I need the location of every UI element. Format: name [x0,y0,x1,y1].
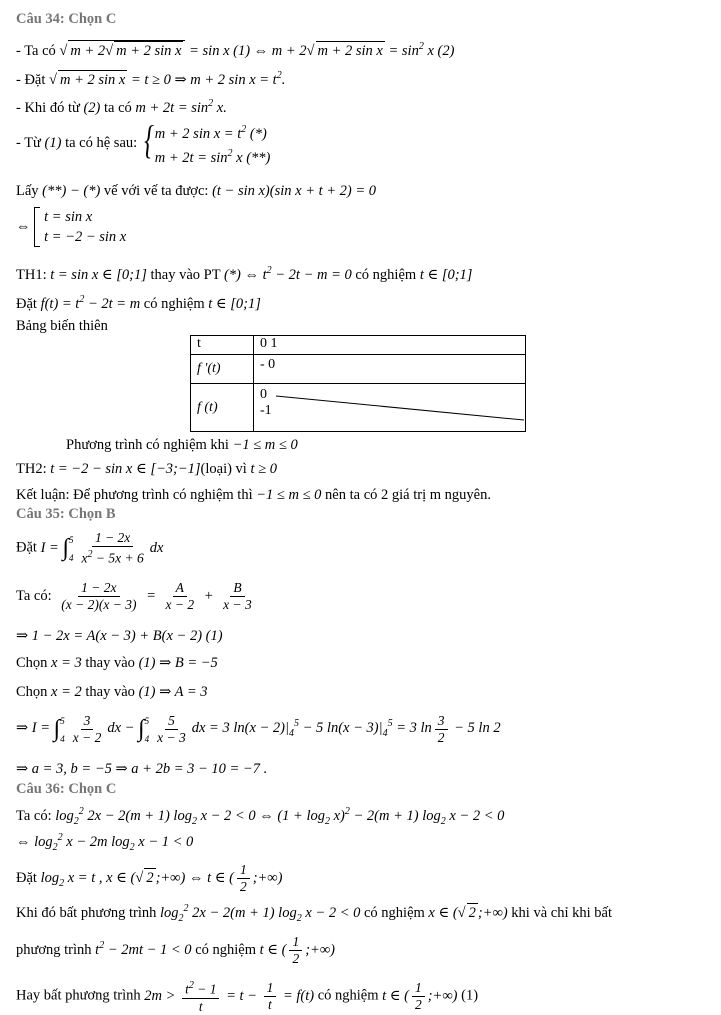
q35-result [16,760,267,778]
q35-dat [16,530,163,567]
q34-th1-f2: (*) ⇔ $t^2 - 2t - m = 0$ [223,265,352,283]
q34-line-6 [16,207,126,247]
q36-hay-c: (1) [461,987,479,1004]
q35-chon1-mid: thay vào [85,655,135,671]
q35-chon2-prefix: Chọn [16,684,48,700]
vt-f-values [254,384,526,432]
q34-system: { m + 2 $\sin x = t^2$ (*) $m + 2t = \sin^2 x$ (**) [143,117,271,166]
q34-bracket-system: t = sin x t = −2 − sin x [34,207,126,247]
q35-result-f: ⇒ a = 3, b = −5 ⇒ a + 2b = 3 − 10 = −7 . [16,761,268,777]
q34-l2-formula: √ m + 2 sin x = t ≥ 0 ⇒ m + 2 $\sin x = t^2$. [49,70,286,88]
q36-taco-label: Ta có: [16,807,52,824]
q35-chon1-f2: (1) ⇒ B = −5 [138,655,218,671]
q34-line-5 [16,182,376,200]
q35-integral-f: ⇒ I = ∫ 5 4 $\frac{3}{x - 2}$ dx − ∫ 5 4 $\frac{5}{x - 3}$ dx = 3 $\ln(x - 2)|_4^5 - 5$ $\ln(x - 3)|_4^5 = 3$ ln $\frac{3}{2}$ − 5 ln 2 [16,712,501,745]
q34-ptcn-f: −1 ≤ m ≤ 0 [232,437,298,453]
q34-l1-formula: √ m + 2√ m + 2 sin x = sin x (1) ⇔ m + 2√ m + 2 $\sin x = \sin^2 x$ (2) [59,41,455,59]
vt-fprime-values: - 0 [254,355,526,384]
q34-th1 [16,262,472,284]
q36-l2-f: ⇔ $\log_2^2 x - 2m$ $\log_2 x - 1 < 0$ [16,832,194,853]
vt-f-top: 0 [260,387,267,402]
q35-l3-f: ⇒ 1 − 2x = A(x − 3) + B(x − 2) (1) [16,628,223,644]
q34-l1-prefix: - Ta có [16,42,56,59]
q34-th1-f1: t = sin x ∈ [0;1] [50,266,147,283]
q34-ptcn [66,436,298,454]
q36-hay [16,978,478,1015]
q36-khido-a: Khi đó bất phương trình [16,904,157,921]
q34-line-3 [16,95,227,117]
vt-fprime-label: f '(t) [191,355,254,384]
q34-l4-ref: (1) [44,135,62,152]
q34-dat-f1: $f(t) = t^2 - 2t = m$ [40,294,141,312]
q36-pt-b: có nghiệm [195,941,256,958]
q35-chon2-f1: x = 2 [51,684,82,700]
q36-khido-b: có nghiệm [363,904,425,921]
q34-l3-formula: $m + 2t = \sin^2 x$. [135,98,227,116]
vt-f-bottom: -1 [260,403,272,418]
q34-l3-mid: ta có [104,99,132,116]
q34-dat-tail: có nghiệm [143,295,205,312]
q34-l5-ops: (**) − (*) [42,183,101,199]
q36-dat-prefix: Đặt [16,869,37,886]
q35-dat-f: I = ∫ 5 4 $\frac{1 - 2x}{x^2 - 5x + 6}$ dx [40,530,164,566]
q36-khido-f1: $\log_2^2 2x - 2(m + 1)$ $\log_2 x - 2 < 0$ [160,903,361,924]
q35-chon1-prefix: Chọn [16,655,48,671]
q34-line-4 [16,117,271,168]
q34-ketluan-a: Kết luận: Để phương trình có nghiệm thì [16,487,253,503]
q36-taco-f: $\log_2^2 2x - 2(m + 1)$ $\log_2 x - 2 < 0$ ⇔ $(1 + \log_2 x)^2 - 2(m + 1)$ $\log_2 x - 2 < 0$ [55,806,505,827]
q36-khido [16,900,612,928]
vt-decrease-arrow [254,384,524,432]
q34-th1-f3: t ∈ [0;1] [419,266,473,283]
q34-th2-f1: t = −2 − sin x ∈ [−3;−1] [50,461,201,477]
q34-th2-f2: t ≥ 0 [250,461,277,477]
q34-iff: ⇔ [16,218,31,235]
q34-l2-prefix: - Đặt [16,71,46,88]
q34-dat-prefix: Đặt [16,295,37,312]
q34-bbt-label: Bảng biến thiên [16,318,108,334]
q34-th1-tail: có nghiệm [355,266,417,283]
q36-taco [16,803,504,831]
q34-l4-prefix: - Từ [16,135,41,152]
q35-taco [16,580,258,613]
q34-l3-ref: (2) [83,99,101,116]
q35-line-3 [16,627,223,645]
q35-chon2-mid: thay vào [85,684,135,700]
q35-chon2-f2: (1) ⇒ A = 3 [138,684,208,700]
q34-ketluan [16,486,491,504]
q34-th1-prefix: TH1: [16,266,47,283]
q36-pt [16,934,335,967]
q35-taco-f: $\frac{1 - 2x}{(x - 2)(x - 3)}$ = $\frac{A}{x - 2}$ + $\frac{B}{x - 3}$ [61,580,252,612]
q36-pt-f1: $t^2 - 2mt - 1 < 0$ [95,940,192,958]
q36-hay-f1: 2m > $\frac{t^2 - 1}{t}$ = t − $\frac{1}{t}$ = f(t) [144,979,315,1014]
q34-dat-f2: t ∈ [0;1] [208,295,261,312]
q34-ketluan-f: −1 ≤ m ≤ 0 [256,487,322,503]
q34-l5-formula: (t − sin x)(sin x + t + 2) = 0 [212,183,377,199]
vt-t-values: 0 1 [254,336,526,355]
q35-chon1-f1: x = 3 [51,655,82,671]
q35-chon1 [16,654,218,672]
q34-th1-mid: thay vào PT [150,266,221,283]
q36-dat-f: $\log_2 x = t$ , x ∈ (√ 2 ;+∞) ⇔ t ∈ ( $\frac{1}{2}$ ;+∞) [40,862,283,894]
q35-dat-prefix: Đặt [16,539,37,556]
q36-dat [16,862,282,895]
q34-ketluan-b: nên ta có 2 giá trị m nguyên. [325,487,491,503]
q35-chon2 [16,683,208,701]
q35-heading: Câu 35: Chọn B [16,506,116,522]
q34-dat [16,291,261,313]
q34-th2-mid: (loại) vì [200,461,247,477]
q34-l3-prefix: - Khi đó từ [16,99,80,116]
q36-pt-f2: t ∈ ( $\frac{1}{2}$ ;+∞) [259,934,335,966]
q36-hay-a: Hay bất phương trình [16,987,141,1004]
q36-pt-a: phương trình [16,941,92,958]
q34-ptcn-text: Phương trình có nghiệm khi [66,437,229,453]
q35-integral [16,712,501,746]
q36-line-2 [16,829,193,857]
q34-line-2 [16,67,285,89]
q34-l5-prefix: Lấy [16,183,39,199]
q36-khido-c: khi và chỉ khi bất [511,904,612,921]
q34-l5-mid: vế với vế ta được: [103,183,209,199]
q34-heading: Câu 34: Chọn C [16,11,117,27]
q34-th2-prefix: TH2: [16,461,47,477]
q34-line-1 [16,38,454,60]
q36-khido-f2: x ∈ (√ 2 ;+∞) [428,904,508,921]
q36-hay-f2: t ∈ ( $\frac{1}{2}$ ;+∞) [382,979,458,1012]
q34-l4-mid: ta có hệ sau: [65,135,138,152]
vt-f-label: f (t) [191,384,254,432]
q35-taco-label: Ta có: [16,587,52,604]
vt-t-label: t [191,336,254,355]
q36-heading: Câu 36: Chọn C [16,781,117,797]
variation-table [190,335,526,432]
q34-th2 [16,460,277,478]
q36-hay-b: có nghiệm [317,987,379,1004]
